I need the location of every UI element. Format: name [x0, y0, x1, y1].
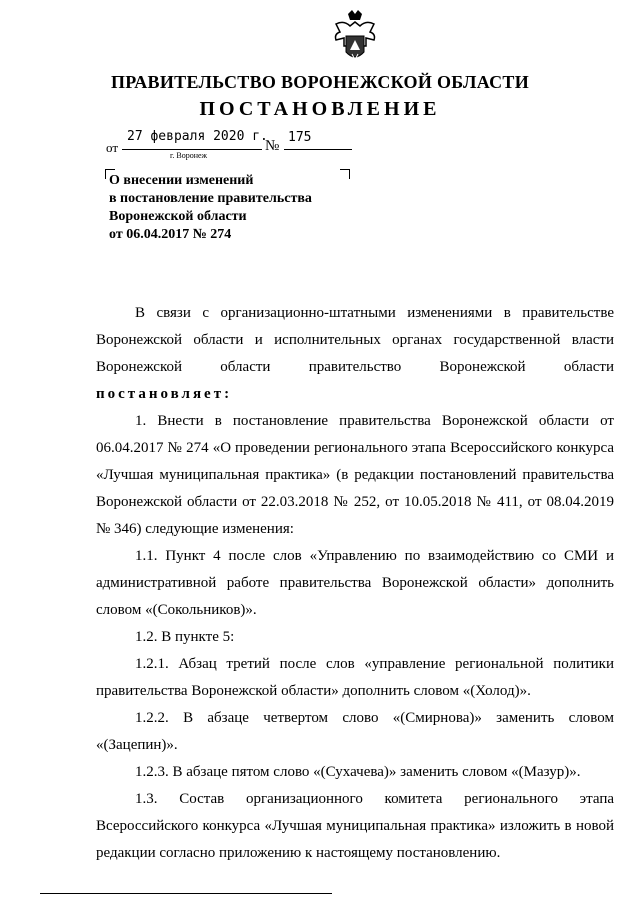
- subject-line: О внесении изменений: [109, 173, 254, 188]
- document-body: [96, 300, 614, 867]
- subject-line: в постановление правительства: [109, 191, 312, 206]
- paragraph-item-1-2-2: 1.2.2. В абзаце четвертом слово «(Смирнова)» заменить словом «(Зацепин)».: [96, 710, 614, 753]
- document-number: 175: [288, 130, 312, 145]
- paragraph-item-1-3: 1.3. Состав организационного комитета регионального этапа Всероссийского конкурса «Лучшая муниципальная практика» изложить в новой редакции согласно приложению к настоящему постановлению.: [96, 791, 614, 861]
- footer-divider: [40, 893, 332, 894]
- subject-line: от 06.04.2017 № 274: [109, 227, 232, 242]
- subject-bracket-right: [340, 169, 350, 179]
- preamble-text: В связи с организационно-штатными изменениями в правительстве Воронежской области и исполнительных органах государственной власти Воронежской области правительство Воронежской области: [96, 305, 614, 375]
- paragraph-item-1-1: 1.1. Пункт 4 после слов «Управлению по взаимодействию со СМИ и административной работе правительства Воронежской области» дополнить словом «(Сокольников)».: [96, 548, 614, 618]
- city-label: г. Воронеж: [170, 151, 208, 160]
- document-subject: [109, 172, 312, 244]
- number-underline: [284, 149, 352, 150]
- government-title: ПРАВИТЕЛЬСТВО ВОРОНЕЖСКОЙ ОБЛАСТИ: [110, 72, 530, 92]
- document-type: ПОСТАНОВЛЕНИЕ: [199, 98, 441, 120]
- paragraph-item-1-2: 1.2. В пункте 5:: [135, 629, 235, 645]
- coat-of-arms-icon: [330, 10, 380, 66]
- paragraph-item-1-2-3: 1.2.3. В абзаце пятом слово «(Сухачева)» заменить словом «(Мазур)».: [135, 764, 581, 780]
- paragraph-item-1-2-1: 1.2.1. Абзац третий после слов «управление региональной политики правительства Воронежской области» дополнить словом «(Холод)».: [96, 656, 614, 699]
- paragraph-preamble: [96, 300, 614, 408]
- date-prefix: от: [106, 140, 119, 155]
- action-word: постановляет:: [96, 386, 233, 402]
- document-date: 27 февраля 2020 г.: [127, 129, 268, 144]
- subject-line: Воронежской области: [109, 209, 247, 224]
- paragraph-item-1: 1. Внести в постановление правительства Воронежской области от 06.04.2017 № 274 «О проведении регионального этапа Всероссийского конкурса «Лучшая муниципальная практика» (в редакции постановлений правительства Воронежской области от 22.03.2018 № 252, от 10.05.2018 № 411, от 08.04.2019 № 346) следующие изменения:: [96, 413, 614, 537]
- date-underline: [122, 149, 262, 150]
- number-label: №: [265, 138, 280, 154]
